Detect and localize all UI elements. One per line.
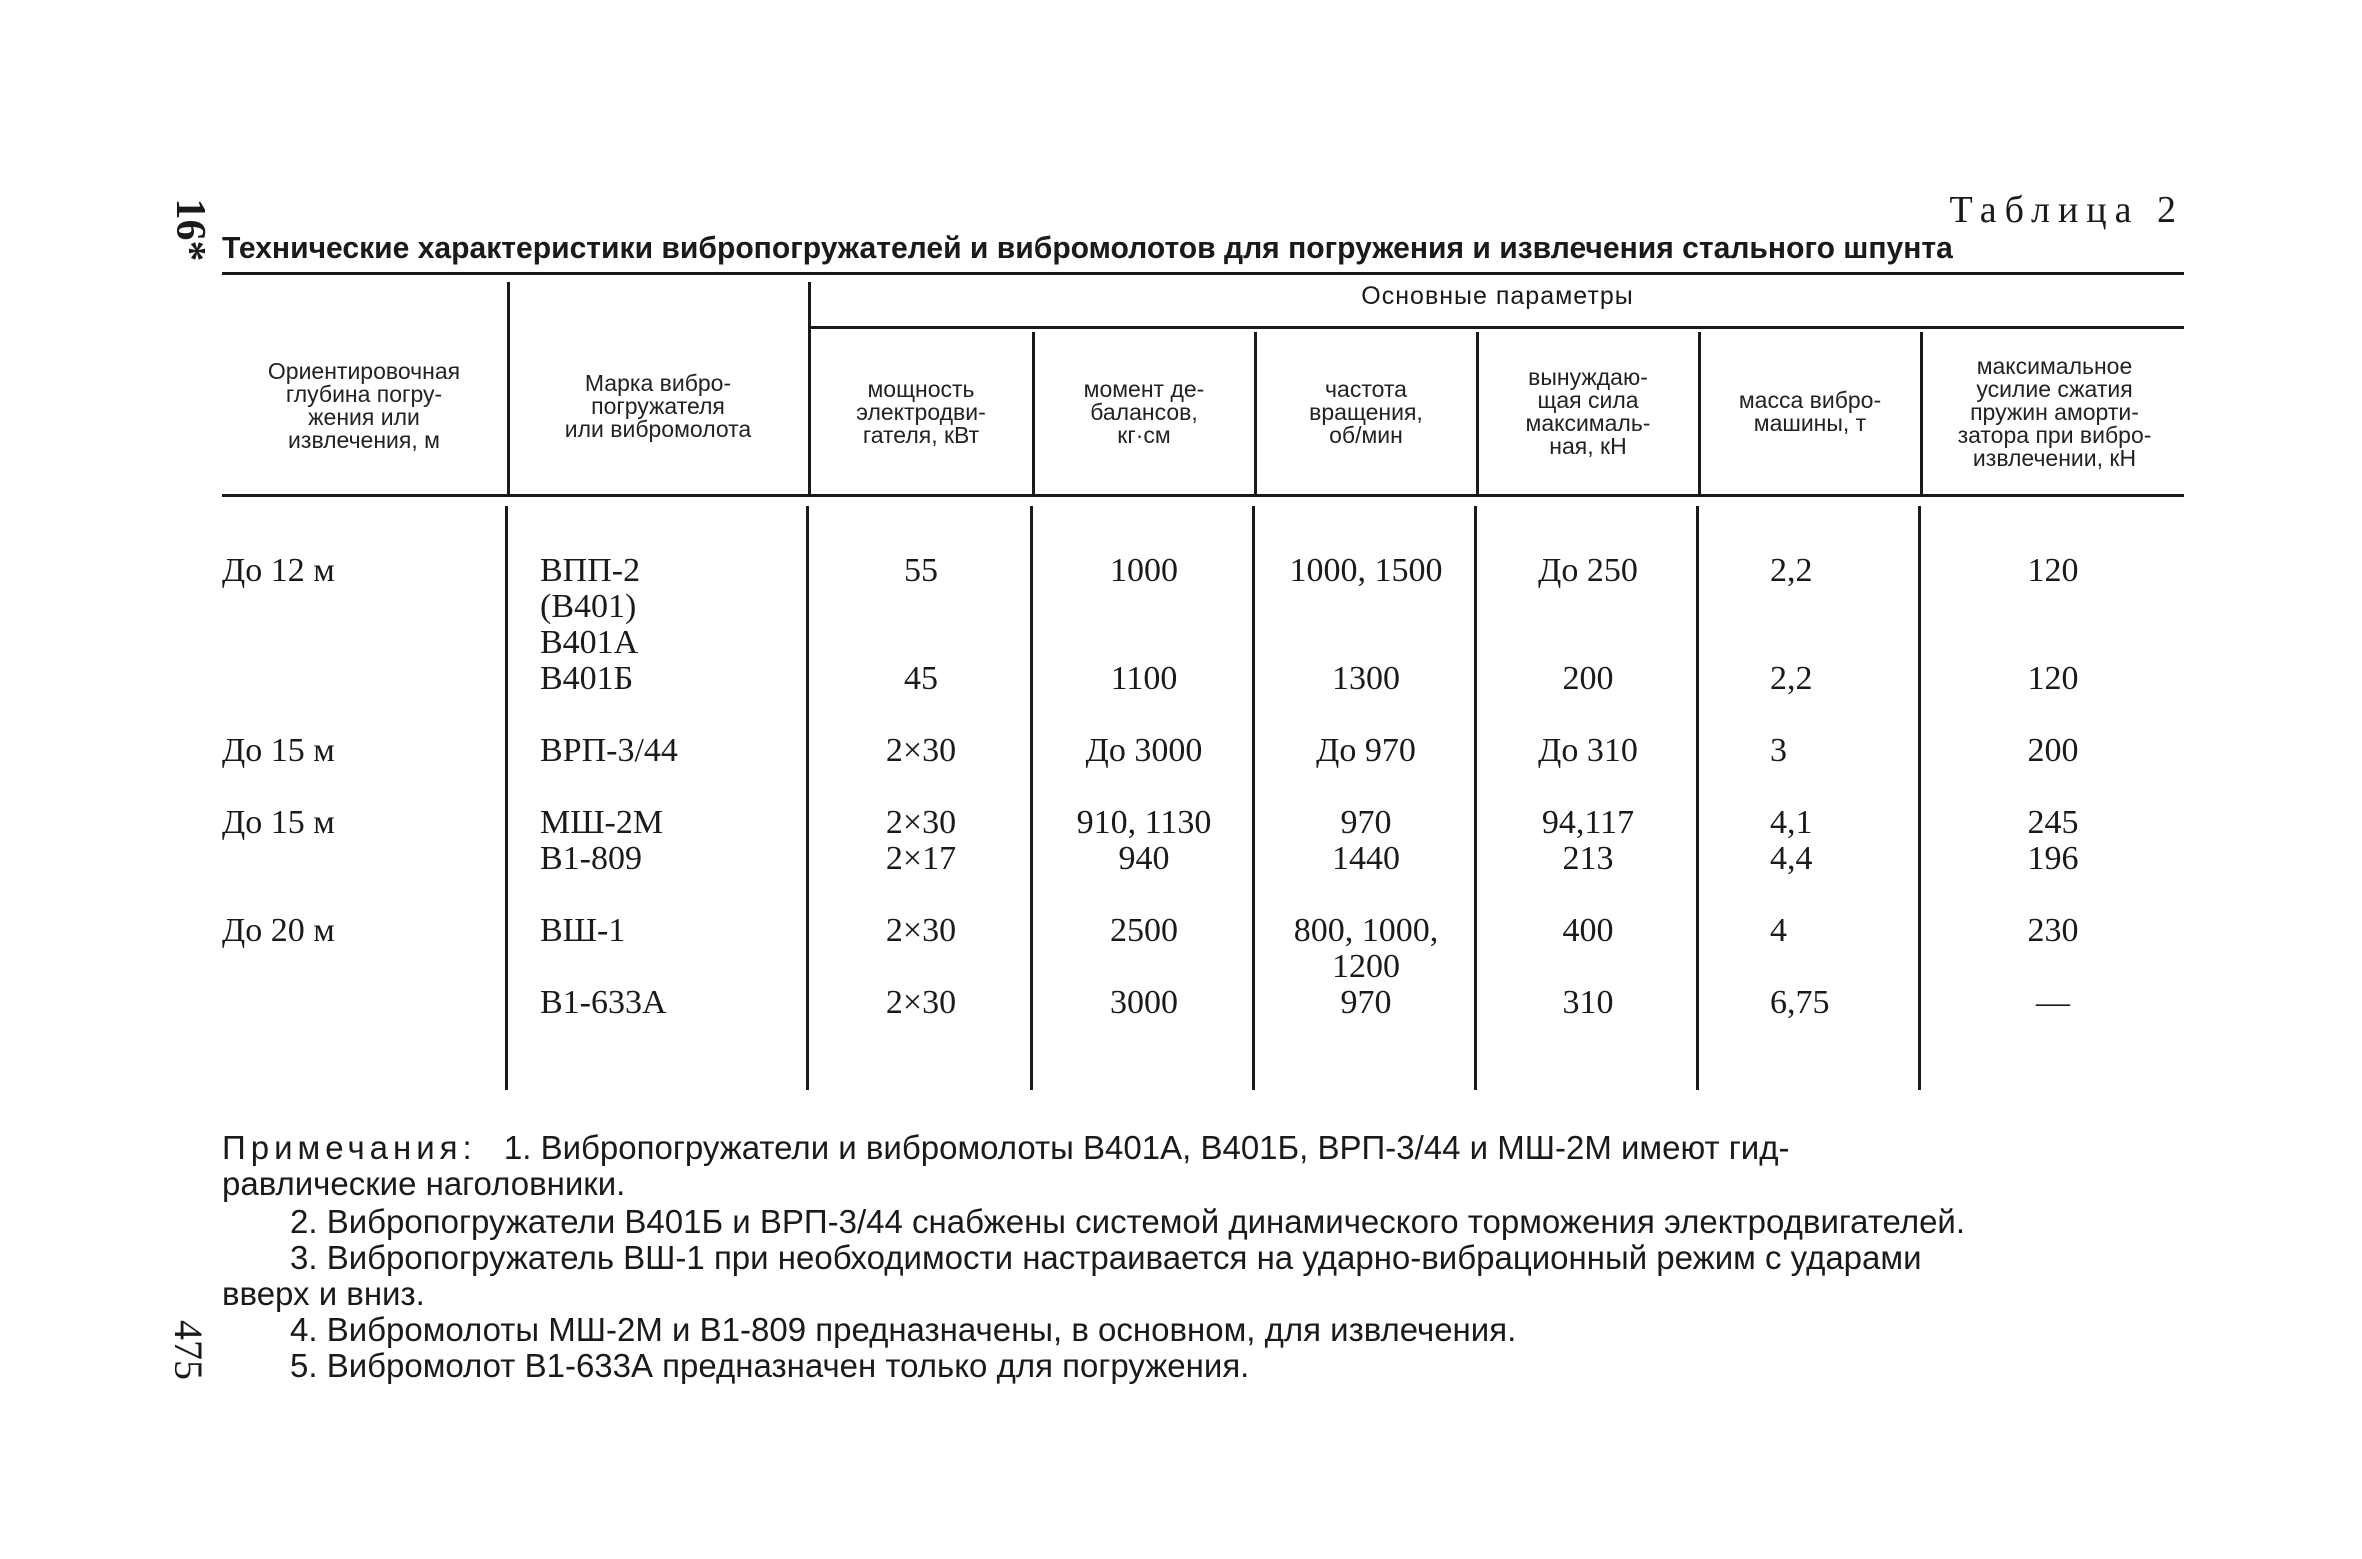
note-line: 5. Вибромолот В1-633А предназначен только для погружения. — [290, 1347, 1250, 1384]
cell-frequency: 1300 — [1332, 660, 1400, 697]
note-line: равлические наголовники. — [222, 1165, 626, 1202]
note-line: вверх и вниз. — [222, 1275, 425, 1312]
cell-spring: 200 — [2027, 732, 2079, 769]
cell-mass: 2,2 — [1770, 660, 1813, 697]
table-title: Технические характеристики вибропогружателей и вибромолотов для погружения и извлечения стального шпунта — [222, 230, 1953, 265]
col-divider-power-moment — [1032, 332, 1035, 494]
header-depth — [225, 326, 503, 486]
header-brand-line: погружателя — [591, 392, 725, 419]
cell-power: 2×30 — [885, 912, 957, 949]
header-moment-line: момент де- — [1083, 375, 1205, 402]
cell-spring: 230 — [2027, 912, 2079, 949]
cell-moment: 3000 — [1110, 984, 1178, 1021]
header-depth-line: извлечения, м — [288, 427, 440, 453]
cell-frequency: До 970 — [1316, 732, 1416, 769]
cell-frequency: 970 — [1340, 804, 1392, 841]
header-spring-line: усилие сжатия — [1976, 375, 2133, 402]
side-page-number-bottom: 475 — [166, 1320, 211, 1380]
header-force-line: ная, кН — [1549, 433, 1627, 459]
cell-force: 213 — [1562, 840, 1614, 877]
header-spring-line: затора при вибро- — [1957, 421, 2152, 448]
header-depth-line: Ориентировочная — [267, 358, 461, 384]
cell-mass: 2,2 — [1770, 552, 1813, 589]
cell-power: 2×30 — [885, 804, 957, 841]
cell-power: 2×30 — [885, 732, 957, 769]
cell-depth: До 15 м — [222, 732, 335, 769]
cell-frequency: 1000, 1500 — [1289, 552, 1443, 589]
header-bottom-rule — [222, 494, 2184, 497]
cell-frequency: 1200 — [1332, 948, 1400, 985]
note-line: 1. Вибропогружатели и вибромолоты В401А, В401Б, ВРП-3/44 и МШ-2М имеют гид- — [503, 1129, 1790, 1166]
header-force-line: максималь- — [1525, 410, 1651, 436]
cell-moment: 1000 — [1110, 552, 1178, 589]
cell-frequency: 800, 1000, — [1293, 912, 1439, 949]
cell-mass: 4 — [1770, 912, 1787, 949]
cell-moment: До 3000 — [1085, 732, 1203, 769]
body-divider-2 — [806, 506, 809, 1090]
header-brand-line: Марка вибро- — [584, 369, 732, 396]
cell-moment: 2500 — [1110, 912, 1178, 949]
note-line: 3. Вибропогружатель ВШ-1 при необходимости настраивается на ударно-вибрационный режим с ударами — [290, 1239, 1922, 1276]
header-power — [813, 334, 1029, 490]
header-power-line: электродви- — [856, 398, 986, 425]
header-moment — [1037, 334, 1251, 490]
cell-force: 94,117 — [1541, 804, 1635, 841]
cell-mass: 3 — [1770, 732, 1787, 769]
cell-moment: 940 — [1118, 840, 1170, 877]
cell-spring: 196 — [2027, 840, 2079, 877]
cell-force: 400 — [1562, 912, 1614, 949]
col-divider-moment-frequency — [1254, 332, 1257, 494]
header-force-line: щая сила — [1537, 387, 1639, 413]
title-underline — [222, 272, 2184, 275]
header-frequency-line: частота — [1325, 375, 1407, 402]
cell-spring: 120 — [2027, 660, 2079, 697]
cell-depth: До 15 м — [222, 804, 335, 841]
group-header-main-parameters: Основные параметры — [1361, 282, 1634, 310]
cell-power: 2×30 — [885, 984, 957, 1021]
col-divider-depth-brand — [507, 282, 510, 494]
header-power-line: мощность — [867, 375, 975, 402]
header-force-line: вынуждаю- — [1528, 364, 1648, 390]
header-frequency-line: вращения, — [1309, 398, 1423, 425]
cell-mass: 6,75 — [1770, 984, 1830, 1021]
cell-power: 2×17 — [885, 840, 957, 877]
header-mass-line: машины, т — [1753, 410, 1867, 436]
header-mass — [1703, 334, 1917, 490]
cell-frequency: 1440 — [1332, 840, 1400, 877]
body-divider-1 — [505, 506, 508, 1090]
cell-brand: ВШ-1 — [540, 912, 626, 949]
cell-brand: В401Б — [540, 660, 634, 697]
cell-spring: 120 — [2027, 552, 2079, 589]
header-spring-line: пружин аморти- — [1970, 398, 2139, 425]
cell-brand: ВРП-3/44 — [540, 732, 678, 769]
cell-force: До 310 — [1538, 732, 1638, 769]
cell-brand: (В401) — [540, 588, 637, 625]
cell-moment: 1100 — [1110, 660, 1178, 697]
notes-heading: Примечания: — [222, 1129, 477, 1166]
cell-spring: 245 — [2027, 804, 2079, 841]
header-brand — [512, 326, 804, 486]
side-page-number-top: 16* — [167, 198, 213, 262]
cell-brand: В1-809 — [540, 840, 642, 877]
cell-spring: — — [2036, 984, 2070, 1021]
cell-frequency: 970 — [1340, 984, 1392, 1021]
body-divider-7 — [1918, 506, 1921, 1090]
cell-brand: В1-633А — [540, 984, 667, 1021]
header-spring — [1925, 334, 2184, 490]
cell-force: 310 — [1562, 984, 1614, 1021]
cell-mass: 4,1 — [1770, 804, 1813, 841]
group-header-underline — [811, 326, 2184, 329]
header-moment-line: балансов, — [1090, 398, 1198, 425]
cell-moment: 910, 1130 — [1076, 804, 1212, 841]
cell-force: До 250 — [1538, 552, 1638, 589]
header-frequency-line: об/мин — [1329, 421, 1403, 448]
cell-power: 55 — [904, 552, 938, 589]
col-divider-frequency-force — [1476, 332, 1479, 494]
header-brand-line: или вибромолота — [564, 415, 752, 442]
header-moment-line: кг·см — [1117, 421, 1171, 448]
header-power-line: гателя, кВт — [862, 421, 980, 448]
cell-depth: До 20 м — [222, 912, 335, 949]
col-divider-force-mass — [1698, 332, 1701, 494]
header-depth-line: глубина погру- — [285, 381, 443, 407]
cell-brand: В401А — [540, 624, 639, 661]
header-depth-line: жения или — [308, 404, 420, 430]
cell-force: 200 — [1562, 660, 1614, 697]
col-divider-mass-spring — [1920, 332, 1923, 494]
note-line: 4. Вибромолоты МШ-2М и В1-809 предназначены, в основном, для извлечения. — [290, 1311, 1517, 1348]
header-frequency — [1259, 334, 1473, 490]
header-spring-line: извлечении, кН — [1972, 444, 2137, 471]
header-mass-line: масса вибро- — [1738, 387, 1882, 413]
cell-depth: До 12 м — [222, 552, 335, 589]
header-spring-line: максимальное — [1976, 352, 2133, 379]
cell-mass: 4,4 — [1770, 840, 1813, 877]
cell-brand: МШ-2М — [540, 804, 664, 841]
header-force — [1481, 334, 1695, 490]
note-line: 2. Вибропогружатели В401Б и ВРП-3/44 снабжены системой динамического торможения электродвигателей. — [290, 1203, 1966, 1240]
cell-power: 45 — [904, 660, 938, 697]
table-label: Таблица 2 — [1949, 189, 2184, 231]
cell-brand: ВПП-2 — [540, 552, 641, 589]
